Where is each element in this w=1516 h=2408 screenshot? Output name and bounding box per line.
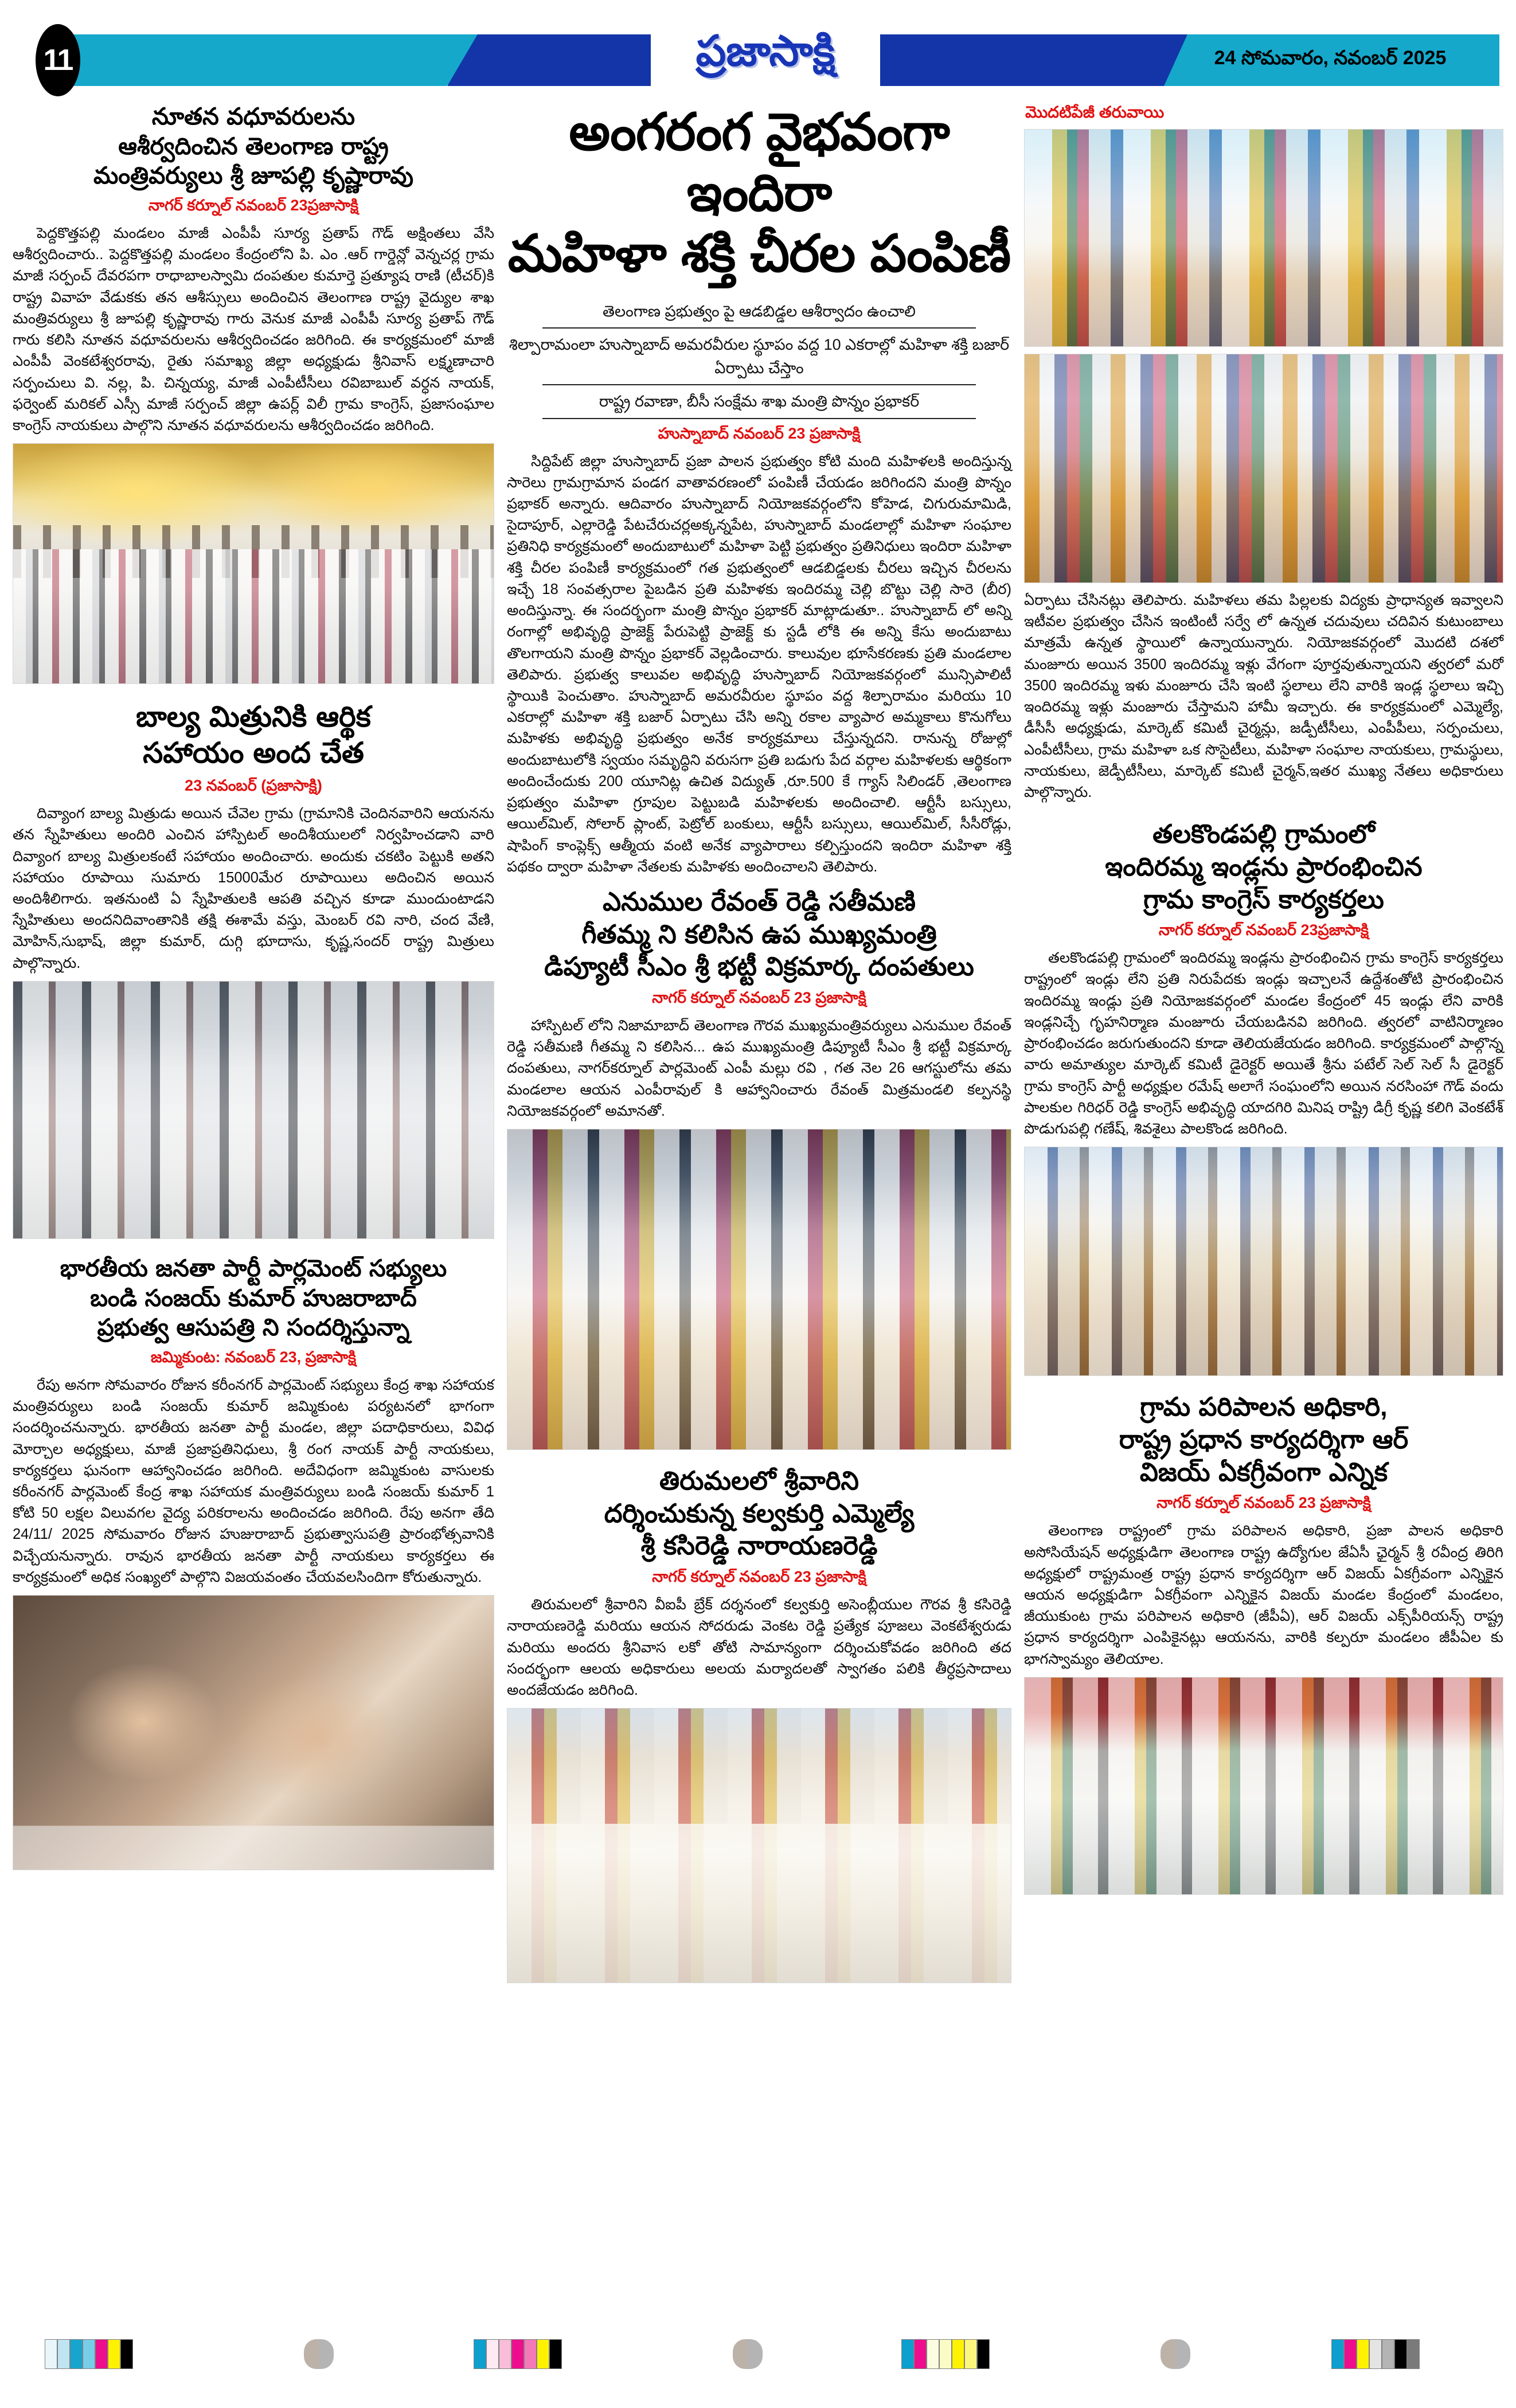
color-swatch bbox=[1344, 2339, 1357, 2369]
headline-line: డిప్యూటీ సీఎం శ్రీ భట్టీ విక్రమార్క దంపతులు bbox=[544, 952, 974, 982]
subheadline: తెలంగాణ ప్రభుత్వం పై ఆడబిడ్డల ఆశీర్వాదం ఉంచాలి bbox=[603, 302, 916, 320]
headline-line: గ్రామ పరిపాలన అధికారి, bbox=[1140, 1392, 1388, 1422]
headline-line: ఇందిరమ్మ ఇండ్లను ప్రారంభించిన bbox=[1105, 851, 1423, 881]
friends-group-photo bbox=[13, 981, 494, 1239]
minister-saree-handover-photo bbox=[1024, 129, 1503, 347]
subheadline: రాష్ట్ర రవాణా, బీసీ సంక్షేమ శాఖ మంత్రి పొన్నం ప్రభాకర్ bbox=[599, 393, 920, 411]
headline-line: తలకొండపల్లి గ్రామంలో bbox=[1152, 819, 1375, 849]
photo-content bbox=[1025, 1678, 1503, 1894]
masthead-bar-right-blue bbox=[877, 34, 1198, 86]
headline-line: గ్రామ కాంగ్రెస్ కార్యకర్తలు bbox=[1143, 884, 1384, 914]
divider bbox=[542, 327, 976, 329]
main-story bbox=[507, 102, 1011, 878]
story-body: పెద్దకొత్తపల్లి మండలం మాజీ ఎంపీపీ సూర్య ప్రతాప్ గౌడ్ అక్షింతలు వేసి ఆశీర్వదించారు.. పెద్దకొత్తపల్లి మండలం కేంద్రంలోని పి. ఎం .ఆర్ గార్డెన్లో వెన్నచర్ల గ్రామ మాజీ సర్పంచ్ దేవరపగా రాధాబాలస్వామి దంపతుల కుమార్తె ప్రత్యూష రాణి (టీచర్)కి రాష్ట్ర వివాహ వేడుకకు తన ఆశీస్సులు అందించిన తెలంగాణ రాష్ట్ర వైద్యుల శాఖ మంత్రివర్యులు శ్రీ జూపల్లి కృష్ణారావు గారు వెనుక మాజీ ఎంపీపీ సూర్య ప్రతాప్ గౌడ్ గారు కలిసి నూతన వధూవరులను ఆశీర్వదించడం జరిగింది. ఈ కార్యక్రమంలో మాజీ ఎంపీపీ వెంకటేశ్వరరావు, రైతు సమాఖ్య జిల్లా అధ్యక్షుడు శ్రీనివాస్ లక్ష్మణాచారి సర్పంచులు వి. నల్ల, పి. చిన్నయ్య, మాజీ ఎంపీటీసీలు రవిబాబుల్ వర్ధన నాయక్, ఫర్వెంట్ మరికల్ ఎస్సీ మాజీ సర్పంచ్ జిల్లా ఉపర్ల్ విలీ గ్రామ కాంగ్రెస్, ప్రజాసంఘాల కాంగ్రెస్ నాయకులు పాల్గొని నూతన వధూవరులను ఆశీర్వదించడం జరిగింది. bbox=[13, 225, 494, 433]
wedding-blessing-photo bbox=[13, 443, 494, 684]
photo-content bbox=[1025, 354, 1503, 583]
mid-story-3 bbox=[507, 1465, 1011, 1701]
registration-dot bbox=[1161, 2339, 1190, 2369]
registration-dot bbox=[733, 2339, 763, 2369]
divider bbox=[542, 384, 976, 385]
color-swatch bbox=[1407, 2339, 1420, 2369]
color-swatch bbox=[977, 2339, 990, 2369]
headline-line: బాల్య మిత్రునికి ఆర్థిక bbox=[136, 701, 371, 733]
color-swatch bbox=[1382, 2339, 1394, 2369]
subheadline: శిల్పారామంలా హుస్నాబాద్ అమరవీరుల స్థూపం వద్ద 10 ఎకరాల్లో మహిళా శక్తి బజార్ ఏర్పాటు చేస్తాం bbox=[509, 336, 1010, 377]
color-swatch bbox=[537, 2339, 549, 2369]
color-swatch bbox=[1369, 2339, 1382, 2369]
mid-story-2 bbox=[507, 886, 1011, 1122]
story-body: తలకొండపల్లి గ్రామంలో ఇందిరమ్మ ఇండ్లను ప్రారంభించిన గ్రామ కాంగ్రెస్ కార్యకర్తలు రాష్ట్రంలో ఇండ్లు లేని ప్రతి నిరుపేదకు ఇండ్లు ఇచ్చాలనే ఉద్దేశంతోటి ప్రారంభించిన ఇందిరమ్మ ఇండ్లు ప్రతి నియోజకవర్గంలో మండల కేంద్రంలో 45 ఇండ్లు లేని వారికి ఇండ్లనిచ్చే గృహనిర్మాణ మంజూరు చేయబడినవి జరిగింది. త్వరలో వాటినిర్మాణం ప్రారంభించడం జరుగుతుందని కూడా తెలియజేయడం జరిగింది. కార్యక్రమంలో పాల్గొన్న వారు అమాత్యుల మార్కెట్ కమిటీ డైరెక్టర్ అయితే శ్రీను పటేల్ సెల్ సెల్ సీ డైరెక్టర్ గ్రామ కాంగ్రెస్ పార్టీ అధ్యక్షుల రమేష్ అలాగే సంఘంలోని అయిన నరసింహా గౌడ్ వందు పాలకుల గిరిధర్ రెడ్డి కాంగ్రెస్ అభివృద్ధి యాదగిరి మినిష రాష్ట్రి డిగ్రీ కృష్ణ కలిగి వెంకటేశ్ పొడుగుపల్లి గణేష్, శివశైలు పాలకొండ జరిగింది. bbox=[1024, 950, 1503, 1137]
photo-content bbox=[507, 1129, 1011, 1449]
photo-content bbox=[13, 982, 494, 1238]
village-congress-group-photo bbox=[1024, 1147, 1503, 1376]
color-swatch bbox=[83, 2339, 95, 2369]
color-swatch bbox=[108, 2339, 120, 2369]
dateline: హుస్నాబాద్ నవంబర్ 23 ప్రజాసాక్షి bbox=[658, 424, 861, 442]
right-story-3 bbox=[1024, 1391, 1503, 1670]
story-body: సిద్దిపేట్ జిల్లా హుస్నాబాద్ ప్రజా పాలన ప్రభుత్వం కోటి మంది మహిళలకి అందిస్తున్న సారెలు గ్రామగ్రామాన పండగ వాతావరణంలో పంపిణీ చేయడం జరిగిందని మంత్రి పొన్నం ప్రభాకర్ అన్నారు. ఆదివారం హుస్నాబాద్ నియోజకవర్గంలోని కోహెడ, చిగురుమామిడి, సైదాపూర్, ఎల్లారెడ్డి పేటచేరుచర్లఅక్కన్నపేట, హుస్నాబాద్ మండలాల్లో మహిళా సంఘాల ప్రతినిధి కార్యక్రమంలో అందుబాటులో మహిళా పెట్టి ప్రభుత్వం ప్రతినిధులు ఇందిరా మహిళా శక్తి చీరల పంపిణీ కార్యక్రమంలో గత ప్రభుత్వంలో ఆడబిడ్డలకు చీరలు ఇచ్చిన చీరలను ఇచ్చే 18 సంవత్సరాల పైబడిన ప్రతి మహిళకు ఇందిరమ్మ చెల్లి బొట్టు చెల్లి సారె (బీర) అందిస్తున్నా. ఈ సందర్భంగా మంత్రి పొన్నం ప్రభాకర్ మాట్లాడుతూ.. హుస్నాబాద్ లో అన్ని రంగాల్లో అభివృద్ధి ప్రాజెక్ట్ పేరుపెట్టి ప్రాజెక్ట్ కు స్టడీ లోకి ఈ అన్ని కేసు అందుబాటు తొలగాయని మంత్రి పొన్నం ప్రభాకర్ వెల్లడించారు. కాలువుల భూసేకరణకు ప్రతి మండలాల తెలిపారు. ప్రభుత్వ కాలువల అభివృద్ధి హుస్నాబాద్ నియోజకవర్గంలో మున్సిపాలిటీ స్థాయికి పెంచుతాం. హుస్నాబాద్ అమరవీరుల స్థూపం వద్ద శిల్పారామం మరియు 10 ఎకరాల్లో మహిళా శక్తి బజార్ ఏర్పాటు చేసి అన్ని రకాల వ్యాపార అమ్మకాలు కొనుగోలు మహిళకు అభివృద్ధి ప్రభుత్వం అనేక కార్యక్రమాలు చేస్తున్నదని. రానున్న రోజుల్లో అందుబాటులోకి స్వయం సమృద్ధిని వరుసగా ప్రతి బడుగు పేద వర్గాల మహిళలకు ఆర్థికంగా అందించేందుకు 200 యూనిట్ల ఉచిత విద్యుత్ ,రూ.500 కే గ్యాస్ సిలిండర్ ,తెలంగాణ ప్రభుత్వం మహిళా గ్రూపుల పెట్టుబడి మహిళలకు అందించాలి. ఆర్టీసీ బస్సులు, ఆయిల్‌మిల్, సోలార్ ప్లాంట్, పెట్రోల్ బంకులు, ఆర్టీసీ బస్సులు, ఆయిల్‌మిల్, సీసీరోడ్లు, షాపింగ్ కాంప్లెక్స్ ఆత్మీయ వంటి అనేక వ్యాపారాలు కల్పిస్తుందని ఇందిరా మహిళా శక్తి పథకం ద్వారా మహిళా నేతలకు మహిళకు అందించాలని తెలిపారు. bbox=[507, 453, 1011, 875]
page-number-badge: 11 bbox=[36, 24, 80, 96]
dateline: నాగర్ కర్నూల్ నవంబర్ 23ప్రజాసాక్షి bbox=[1158, 921, 1369, 939]
story-body: హాస్పిటల్ లోని నిజామాబాద్ తెలంగాణ గౌరవ ముఖ్యమంత్రివర్యులు ఎనుముల రేవంత్ రెడ్డి సతీమణి గీతమ్మ ని కలిసిన... ఉప ముఖ్యమంత్రి డిప్యూటీ సీఎం శ్రీ భట్టీ విక్రమార్క దంపతులు, నాగర్‌కర్నూల్ పార్లమెంట్ ఎంపీ మల్లు రవి , గత నెల 26 ఆగస్టులోను తమ మండలాల ఆయన ఎంపీరావుల్ కి ఆహ్వానించారు రేవంత్ మిత్రమండలి కల్పనస్థి నియోజకవర్గంలో అమానతో. bbox=[507, 1018, 1011, 1119]
dateline: నాగర్ కర్నూల్ నవంబర్ 23 ప్రజాసాక్షి bbox=[652, 989, 866, 1006]
women-crowd-photo bbox=[1024, 354, 1503, 583]
divider bbox=[542, 418, 976, 419]
continued-from-page-label: మొదటిపేజీ తరువాయి bbox=[1025, 103, 1165, 121]
masthead bbox=[0, 27, 1516, 86]
registration-dot bbox=[304, 2339, 334, 2369]
dateline: జమ్మికుంట: నవంబర్ 23, ప్రజాసాక్షి bbox=[150, 1348, 357, 1366]
continued-story-body: ఏర్పాటు చేసినట్లు తెలిపారు. మహిళలు తమ పిల్లలకు విద్యకు ప్రాధాన్యత ఇవ్వాలని ఇటీవల ప్రభుత్వం చేసిన ఇంటింటీ సర్వే లో ఉన్నత చదువులు చదివిన కుటుంబాలు మాత్రమే ఉన్నత స్థాయిలో ఉన్నాయున్నారు. నియోజకవర్గంలో మొదటి దశలో మంజూరు అయిన 3500 ఇందిరమ్మ ఇళ్లు వేగంగా పూర్తవుతున్నాయని త్వరలో మరో 3500 ఇందిరమ్మ ఇళు మంజూరు చేసి ఇంటి స్థలాలు లేని వారికి ఇండ్ల స్థలాలు ఇచ్చి ఇందిరమ్మ ఇళ్లు మంజూరు చేస్తామని హామీ ఇచ్చారు. ఈ కార్యక్రమంలో ఎమ్మెల్యే, డీసీసీ అధ్యక్షుడు, మార్కెట్ కమిటీ చైర్మన్లు, జడ్పీటీసీలు, ఎంపీపీలు, సర్పంచులు, ఎంపీటీసీలు, గ్రామ మహిళా ఒక సొసైటీలు, మహిళా సంఘాల నాయకులు, గ్రామస్థులు, నాయకులు, జెడ్పీటీసీలు, మార్కెట్ కమిటీ చైర్మన్,ఇతర ముఖ్య నేతలు అధికారులు పాల్గొన్నారు. bbox=[1024, 592, 1503, 800]
color-swatch bbox=[120, 2339, 133, 2369]
dateline: నాగర్ కర్నూల్ నవంబర్ 23 ప్రజాసాక్షి bbox=[1156, 1494, 1371, 1512]
print-registration-marks bbox=[0, 2339, 1516, 2374]
headline-line: ఆశీర్వదించిన తెలంగాణ రాష్ట్ర bbox=[118, 132, 389, 159]
headline-line: విజయ్ ఏకగ్రీవంగా ఎన్నిక bbox=[1139, 1457, 1388, 1487]
photo-content bbox=[1025, 1147, 1503, 1375]
left-story-3 bbox=[13, 1254, 494, 1588]
main-headline-line: మహిళా శక్తి చీరల పంపిణీ bbox=[507, 225, 1011, 283]
color-swatch bbox=[1331, 2339, 1344, 2369]
headline-line: గీతమ్మ ని కలిసిన ఉప ముఖ్యమంత్రి bbox=[581, 919, 937, 949]
color-swatch-group-3 bbox=[901, 2339, 990, 2369]
association-felicitation-photo bbox=[1024, 1677, 1503, 1895]
photo-content bbox=[1025, 130, 1503, 346]
color-swatch-group-1 bbox=[45, 2339, 133, 2369]
headline-line: తిరుమలలో శ్రీవారిని bbox=[659, 1466, 859, 1496]
headline-line: రాష్ట్ర ప్రధాన కార్యదర్శిగా ఆర్ bbox=[1119, 1424, 1409, 1454]
headline-line: ప్రభుత్వ ఆసుపత్రి ని సందర్శిస్తున్నా bbox=[97, 1314, 410, 1341]
color-swatch bbox=[914, 2339, 927, 2369]
color-swatch bbox=[901, 2339, 914, 2369]
color-swatch-group-4 bbox=[1331, 2339, 1420, 2369]
color-swatch bbox=[952, 2339, 964, 2369]
headline-line: సహాయం అంద చేత bbox=[143, 737, 364, 769]
headline-line: శ్రీ కసిరెడ్డి నారాయణరెడ్డి bbox=[640, 1531, 878, 1561]
color-swatch bbox=[499, 2339, 511, 2369]
left-column bbox=[13, 102, 494, 1877]
headline-line: భారతీయ జనతా పార్టీ పార్లమెంట్ సభ్యులు bbox=[60, 1254, 447, 1281]
story-body: దివ్యాంగ బాల్య మిత్రుడు అయిన చేవెల గ్రామ (గ్రామానికి చెందినవారిని ఆయనను తన స్నేహితులు అందిరి ఎంచిన హాస్పిటల్ అందిశీయులలో నిర్వహించడాని వారి దివ్యాంగ బాల్య మిత్రులకంటే సహాయం అందించారు. అందుకు చకటిం పెట్టుకి అతని సహాయం రూపాయి సుమారు 15000మేర రూపాయిలు అదించిన అయిన అందిశీలిగారు. ఇతనుంటి ఏ స్నేహితులకి ఆపతి వచ్చిన కూడా ముందుంటాడని స్నేహితులు అందనిదివాంతానికి తక్షి ఈశామే వస్తు, మెంబర్ రవి నారి, చంద వేణి, మోహిన్,సుభాష్, జిల్లా కుమార్, దుగ్గి భూదాసు, కృష్ణ,సందర్ రాష్ట్ర మిత్రులు పాల్గొన్నారు. bbox=[13, 806, 494, 971]
dateline: 23 నవంబర్ (ప్రజాసాక్షి) bbox=[185, 777, 322, 795]
headline-line: దర్శించుకున్న కల్వకుర్తి ఎమ్మెల్యే bbox=[604, 1498, 915, 1528]
main-headline-line: అంగరంగ వైభవంగా ఇందిరా bbox=[569, 104, 950, 222]
masthead-bar-left-cyan bbox=[63, 34, 499, 86]
color-swatch bbox=[1357, 2339, 1369, 2369]
color-swatch bbox=[964, 2339, 977, 2369]
color-swatch bbox=[511, 2339, 524, 2369]
right-story-2 bbox=[1024, 818, 1503, 1140]
newspaper-logo: ప్రజాసాక్షి bbox=[651, 22, 880, 91]
headline-line: ఎనుముల రేవంత్ రెడ్డి సతీమణి bbox=[603, 886, 916, 916]
story-body: రేపు అనగా సోమవారం రోజున కరీంనగర్ పార్లమెంట్ సభ్యులు కేంద్ర శాఖ సహాయక మంత్రివర్యులు బండి సంజయ్ కుమార్ జమ్మికుంట పర్యటనలో భాగంగా సందర్శించనున్నారు. భారతీయ జనతా పార్టీ మండల, జిల్లా పదాధికారులు, వివిధ మోర్చాల అధ్యక్షులు, మాజీ ప్రజాప్రతినిధులు, శ్రీ రంగ నాయక్ పార్టీ నాయకులు, కార్యకర్తలు ఘనంగా ఆహ్వానించడం జరిగింది. అదేవిధంగా జమ్మికుంట వాసులకు కరీంనగర్ పార్లమెంట్ కేంద్ర శాఖ సహాయక మంత్రివర్యులు బండి సంజయ్ కుమార్ 1 కోటి 50 లక్షల విలువగల వైద్య పరికరాలను అందించడం జరిగింది. రేపు అనగా తేది 24/11/ 2025 సోమవారం రోజున హుజురాబాద్ ప్రభుత్వాసుపత్రి ప్రారంభోత్సవానికి విచ్చేయనున్నారు. రావున భారతీయ జనతా పార్టీ నాయకులు కార్యకర్తలు ఈ కార్యక్రమంలో అధిక సంఖ్యలో పాల్గొని విజయవంతం చేయవలసిందిగా కోరుతున్నారు. bbox=[13, 1377, 494, 1585]
dateline: నాగర్ కర్నూల్ నవంబర్ 23 ప్రజాసాక్షి bbox=[652, 1568, 866, 1586]
selfie-portrait-photo bbox=[13, 1595, 494, 1870]
color-swatch bbox=[524, 2339, 537, 2369]
issue-date: 24 సోమవారం, నవంబర్ 2025 bbox=[1214, 46, 1447, 69]
photo-content bbox=[13, 1596, 494, 1870]
left-story-1 bbox=[13, 102, 494, 436]
right-column bbox=[1024, 102, 1503, 1902]
color-swatch bbox=[549, 2339, 562, 2369]
story-body: తెలంగాణ రాష్ట్రంలో గ్రామ పరిపాలన అధికారి, ప్రజా పాలన అధికారి అసోసియేషన్ అధ్యక్షుడిగా తెలంగాణ రాష్ట్ర ఉద్యోగుల జేఏసీ ఛైర్మన్ శ్రీ రవీంద్ర తిరిగి అధ్యక్షులో రాష్ట్రమంత్ర రాష్ట్ర ప్రధాన కార్యదర్శిగా ఆర్ విజయ్ ఏకగ్రీవంగా ఎన్నికైన ఆయన అధ్యక్షుడిగా ఏకగ్రీవంగా ఎన్నికైన విజయ్ మండల కేంద్రంలో మండలం, జీయుకుంట గ్రామ పరిపాలన అధికారి (జీపీఏ), ఆర్ విజయ్ ఎక్స్‌పీరియన్స్ రాష్ట్ర ప్రధాన కార్యదర్శిగా ఎంపికైనట్లు ఆయనను, వారికి కల్పరూ మండలం జీపీఏల కు భాగస్వామ్యం తెలియాల. bbox=[1024, 1523, 1503, 1667]
color-swatch bbox=[927, 2339, 939, 2369]
headline-line: నూతన వధూవరులను bbox=[151, 103, 355, 130]
dateline: నాగర్ కర్నూల్ నవంబర్ 23ప్రజాసాక్షి bbox=[148, 196, 359, 214]
color-swatch bbox=[57, 2339, 70, 2369]
story-body: తిరుమలలో శ్రీవారిని వీఐపీ బ్రేక్ దర్శనంలో కల్వకుర్తి అసెంబ్లీయుల గౌరవ శ్రీ కసిరెడ్డి నారాయణరెడ్డి మరియు ఆయన సోదరుడు వెంకట రెడ్డి ప్రత్యేక పూజలు వెంకటేశ్వరుడు మరియు అందరు శ్రీనివాస లకో తోటి సామాన్యంగా దర్శించుకోవడం జరిగింది తద సందర్భంగా ఆలయ అధికారులు అలయ మర్యాదలతో స్వాగతం పలికి తీర్ధప్రసాదాలు అందజేయడం జరిగింది. bbox=[507, 1597, 1011, 1699]
color-swatch bbox=[474, 2339, 486, 2369]
headline-line: బండి సంజయ్ కుమార్ హుజరాబాద్ bbox=[90, 1284, 417, 1311]
tirumala-temple-photo bbox=[507, 1708, 1011, 1983]
color-swatch bbox=[45, 2339, 57, 2369]
photo-content bbox=[13, 444, 494, 683]
left-story-2 bbox=[13, 699, 494, 974]
headline-line: మంత్రివర్యులు శ్రీ జూపల్లి కృష్ణారావు bbox=[93, 162, 414, 189]
color-swatch-group-2 bbox=[474, 2339, 562, 2369]
color-swatch bbox=[486, 2339, 499, 2369]
photo-content bbox=[507, 1709, 1011, 1983]
color-swatch bbox=[70, 2339, 83, 2369]
color-swatch bbox=[95, 2339, 108, 2369]
shawl-felicitation-photo bbox=[507, 1129, 1011, 1450]
color-swatch bbox=[1394, 2339, 1407, 2369]
color-swatch bbox=[939, 2339, 952, 2369]
middle-column bbox=[507, 102, 1011, 1990]
